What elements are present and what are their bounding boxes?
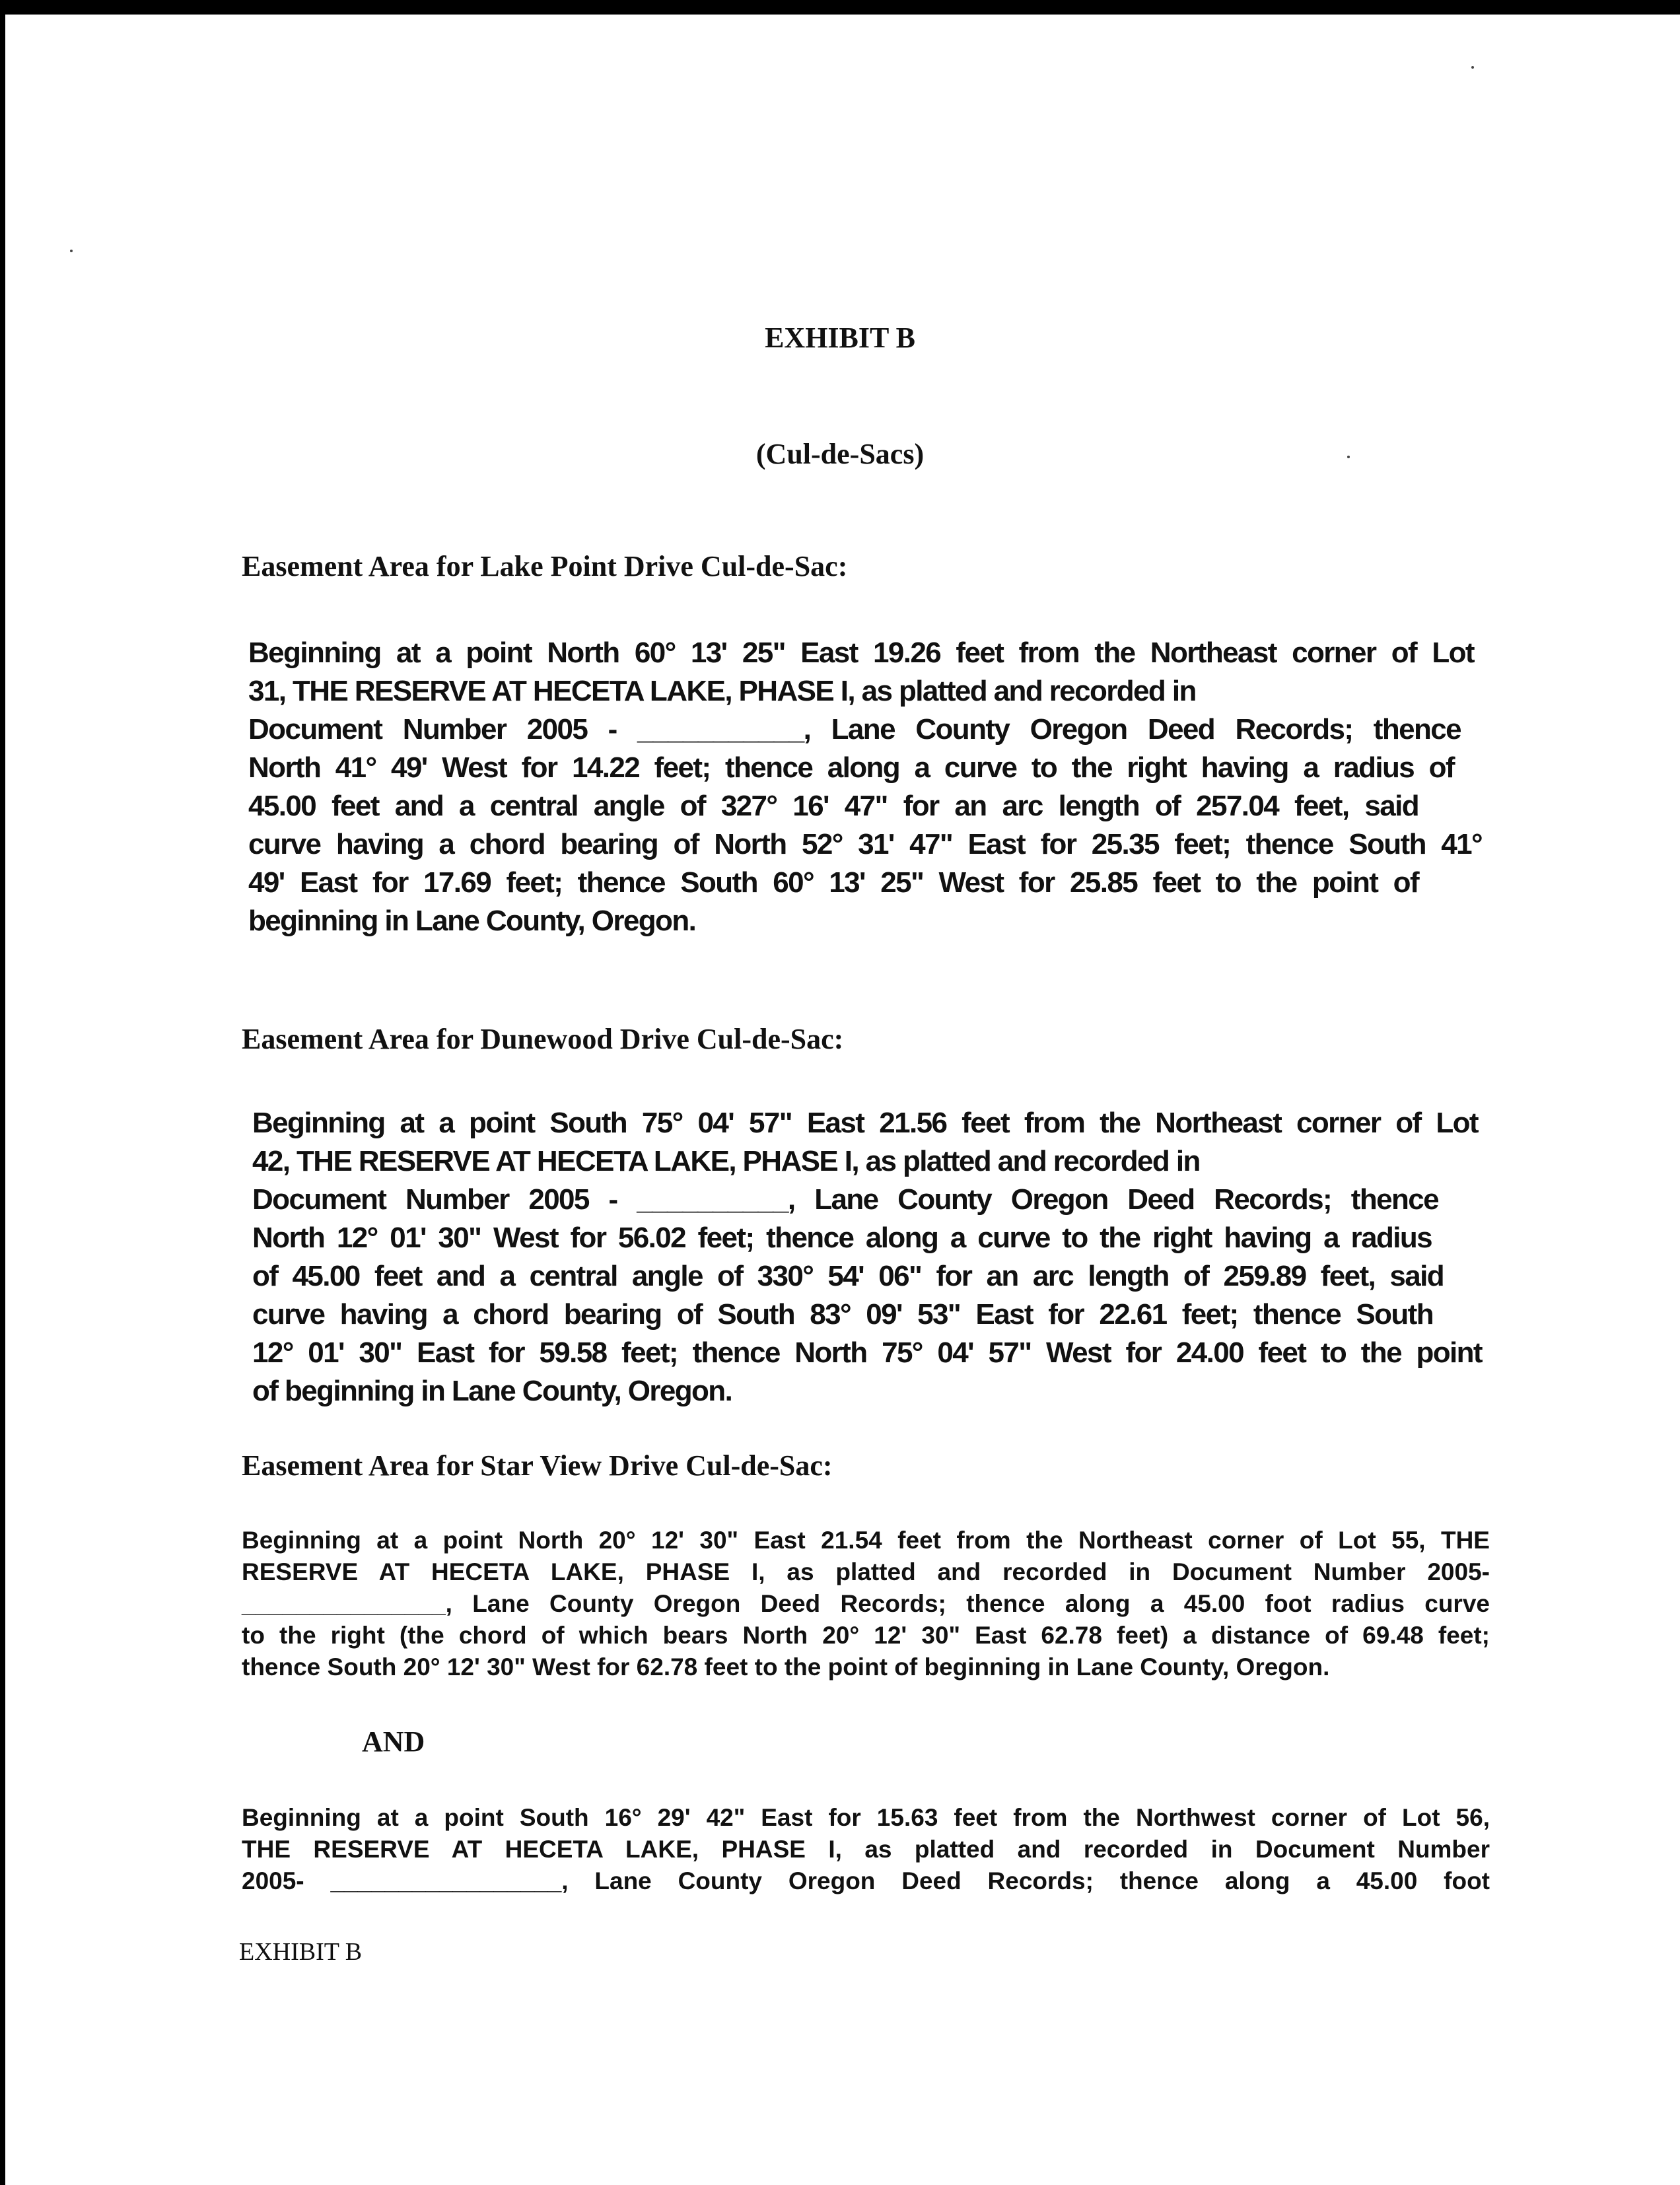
body-line: 12° 01' 30" East for 59.58 feet; thence North 75° 04' 57" West for 24.00 feet to the point [252, 1336, 1482, 1369]
scan-speck [1471, 66, 1474, 69]
body-line: 49' East for 17.69 feet; thence South 60° 13' 25" West for 25.85 feet to the point of [248, 866, 1418, 899]
body-line: curve having a chord bearing of South 83° 09' 53" East for 22.61 feet; thence South [252, 1298, 1433, 1331]
body-line: Document Number 2005 - ___________, Lane County Oregon Deed Records; thence [248, 713, 1461, 746]
section-heading-star-view: Easement Area for Star View Drive Cul-de-Sac: [242, 1449, 833, 1482]
body-line: THE RESERVE AT HECETA LAKE, PHASE I, as platted and recorded in Document Number [242, 1836, 1490, 1863]
body-line: North 12° 01' 30" West for 56.02 feet; thence along a curve to the right having a radius [252, 1222, 1432, 1254]
body-line: 42, THE RESERVE AT HECETA LAKE, PHASE I, as platted and recorded in [252, 1145, 1200, 1177]
body-line: 45.00 feet and a central angle of 327° 16' 47" for an arc length of 257.04 feet, said [248, 790, 1418, 822]
body-line: Beginning at a point North 60° 13' 25" East 19.26 feet from the Northeast corner of Lot [248, 637, 1474, 669]
body-line: RESERVE AT HECETA LAKE, PHASE I, as platted and recorded in Document Number 2005- [242, 1558, 1490, 1585]
body-line: to the right (the chord of which bears North 20° 12' 30" East 62.78 feet) a distance of 69.48 feet; [242, 1622, 1490, 1649]
body-line: 31, THE RESERVE AT HECETA LAKE, PHASE I, as platted and recorded in [248, 675, 1196, 707]
body-line: of beginning in Lane County, Oregon. [252, 1375, 732, 1407]
body-line: of 45.00 feet and a central angle of 330° 54' 06" for an arc length of 259.89 feet, said [252, 1260, 1444, 1292]
section-heading-lake-point: Easement Area for Lake Point Drive Cul-de-Sac: [242, 550, 848, 582]
body-line: Beginning at a point North 20° 12' 30" East 21.54 feet from the Northeast corner of Lot 55, THE [242, 1527, 1490, 1554]
page-footer: EXHIBIT B [239, 1938, 363, 1966]
and-label: AND [362, 1725, 425, 1758]
body-line: curve having a chord bearing of North 52° 31' 47" East for 25.35 feet; thence South 41° [248, 828, 1482, 860]
body-line: beginning in Lane County, Oregon. [248, 905, 696, 937]
body-line: 2005- _________________, Lane County Oregon Deed Records; thence along a 45.00 foot [242, 1867, 1490, 1894]
exhibit-title: EXHIBIT B [765, 322, 915, 354]
body-line: Beginning at a point South 16° 29' 42" East for 15.63 feet from the Northwest corner of Lot 56, [242, 1804, 1490, 1831]
body-line: Document Number 2005 - __________, Lane County Oregon Deed Records; thence [252, 1183, 1438, 1216]
scan-speck [70, 250, 73, 252]
body-line: North 41° 49' West for 14.22 feet; thence along a curve to the right having a radius of [248, 751, 1454, 784]
scan-border-top [0, 0, 1680, 15]
body-line: thence South 20° 12' 30" West for 62.78 feet to the point of beginning in Lane County, Oregon. [242, 1653, 1330, 1681]
body-line: _______________, Lane County Oregon Deed Records; thence along a 45.00 foot radius curve [242, 1590, 1490, 1617]
exhibit-subtitle: (Cul-de-Sacs) [755, 438, 925, 470]
section-heading-dunewood: Easement Area for Dunewood Drive Cul-de-Sac: [242, 1023, 844, 1055]
body-line: Beginning at a point South 75° 04' 57" East 21.56 feet from the Northeast corner of Lot [252, 1107, 1478, 1139]
